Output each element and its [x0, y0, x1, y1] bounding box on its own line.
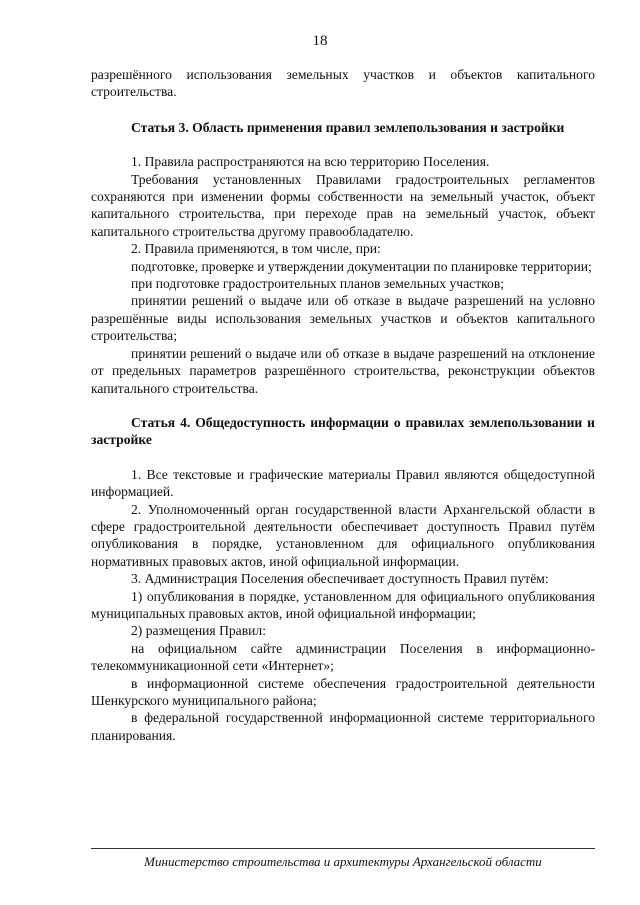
paragraph: при подготовке градостроительных планов земельных участков; — [131, 276, 505, 292]
paragraph: подготовке, проверке и утверждении документации по планировке территории; — [131, 258, 592, 274]
article-heading: Статья 4. Общедоступность информации о правилах землепользовании и застройке — [91, 414, 595, 448]
paragraph: 1. Правила распространяются на всю территорию Поселения. — [131, 154, 490, 170]
paragraph: в информационной системе обеспечения градостроительной деятельности Шенкурского муниципального района; — [91, 675, 595, 708]
document-body — [91, 66, 595, 744]
paragraph: 2) размещения Правил: — [131, 623, 266, 639]
paragraph: принятии решений о выдаче или об отказе в выдаче разрешений на отклонение от предельных параметров разрешённого строительства, реконструкции объектов капитального строительства. — [91, 345, 595, 396]
paragraph: разрешённого использования земельных участков и объектов капитального строительства. — [91, 67, 595, 100]
page-number: 18 — [312, 33, 328, 49]
article-heading: Статья 3. Область применения правил землепользования и застройки — [131, 119, 565, 135]
paragraph: на официальном сайте администрации Поселения в информационно-телекоммуникационной сети «Интернет»; — [91, 640, 595, 674]
page-footer: Министерство строительства и архитектуры Архангельской области — [144, 854, 542, 869]
paragraph: 2. Уполномоченный орган государственной власти Архангельской области в сфере градостроительной деятельности обеспечивает доступность Правил путём опубликования в порядке, установленном для официального опубликования нормативных правовых актов, иной официальной информации. — [91, 501, 595, 569]
paragraph: в федеральной государственной информационной системе территориального планирования. — [91, 710, 595, 743]
paragraph: Требования установленных Правилами градостроительных регламентов сохраняются при изменении формы собственности на земельный участок, объект капитального строительства, при переходе прав на земельный участок, объект капитального строительства другому правообладателю. — [91, 171, 595, 239]
paragraph: принятии решений о выдаче или об отказе в выдаче разрешений на условно разрешённые виды использования земельных участков и объектов капитального строительства; — [91, 293, 595, 344]
footer-divider — [91, 848, 595, 849]
paragraph: 2. Правила применяются, в том числе, при: — [131, 241, 381, 257]
paragraph: 1) опубликования в порядке, установленном для официального опубликования муниципальных правовых актов, иной официальной информации; — [91, 588, 595, 621]
paragraph: 1. Все текстовые и графические материалы Правил являются общедоступной информацией. — [91, 466, 595, 500]
paragraph: 3. Администрация Поселения обеспечивает доступность Правил путём: — [131, 571, 549, 587]
